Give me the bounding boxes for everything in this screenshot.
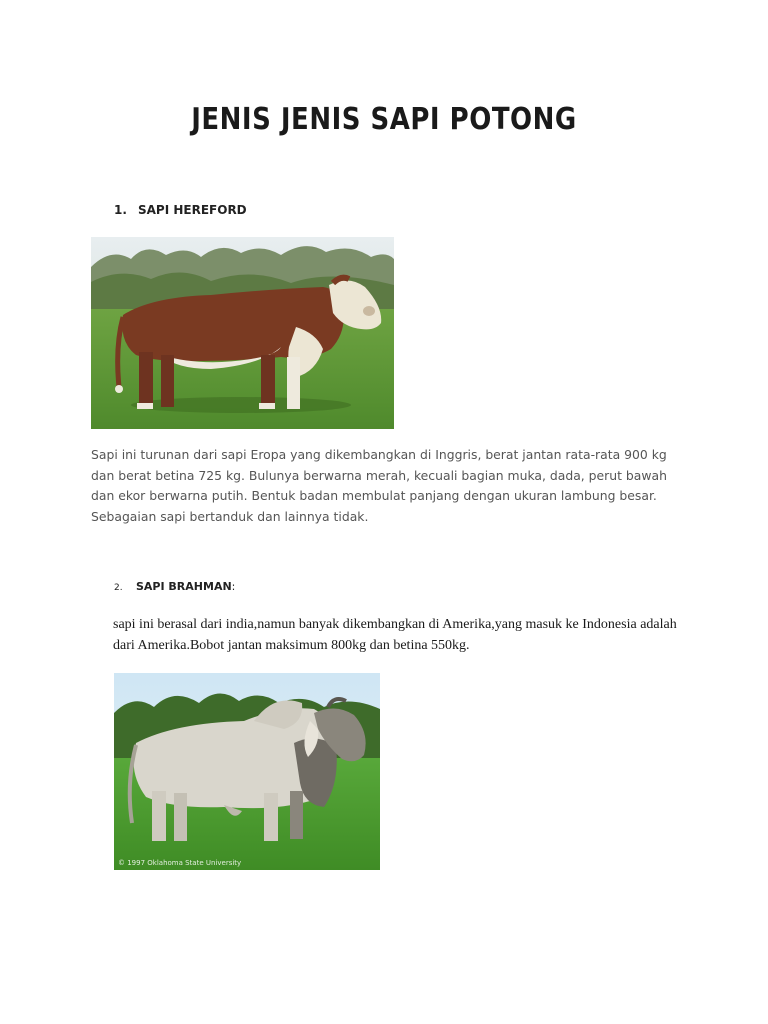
hereford-bull-photo xyxy=(91,237,394,429)
brahman-bull-photo xyxy=(114,673,380,870)
page-title: JENIS JENIS SAPI POTONG xyxy=(191,102,577,138)
image-copyright: © 1997 Oklahoma State University xyxy=(118,859,242,867)
section-title: SAPI BRAHMAN xyxy=(136,580,232,593)
section-heading-brahman xyxy=(114,580,235,593)
brahman-description: sapi ini berasal dari india,namun banyak dikembangkan di Amerika,yang masuk ke Indonesia adalah dari Amerika.Bobot jantan maksimum 800kg dan betina 550kg. xyxy=(113,617,677,653)
hereford-description: Sapi ini turunan dari sapi Eropa yang dikembangkan di Inggris, berat jantan rata-rata 900 kg dan berat betina 725 kg. Bulunya berwarna merah, kecuali bagian muka, dada, perut bawah dan ekor berwarna putih. Bentuk badan membulat panjang dengan ukuran lambung besar. Sebagaian sapi bertanduk dan lainnya tidak. xyxy=(91,447,667,525)
section-colon: : xyxy=(231,580,236,593)
section-number: 2. xyxy=(114,583,123,593)
section-heading-hereford xyxy=(114,203,247,217)
section-title: SAPI HEREFORD xyxy=(138,203,247,217)
section-number: 1. xyxy=(114,203,127,217)
